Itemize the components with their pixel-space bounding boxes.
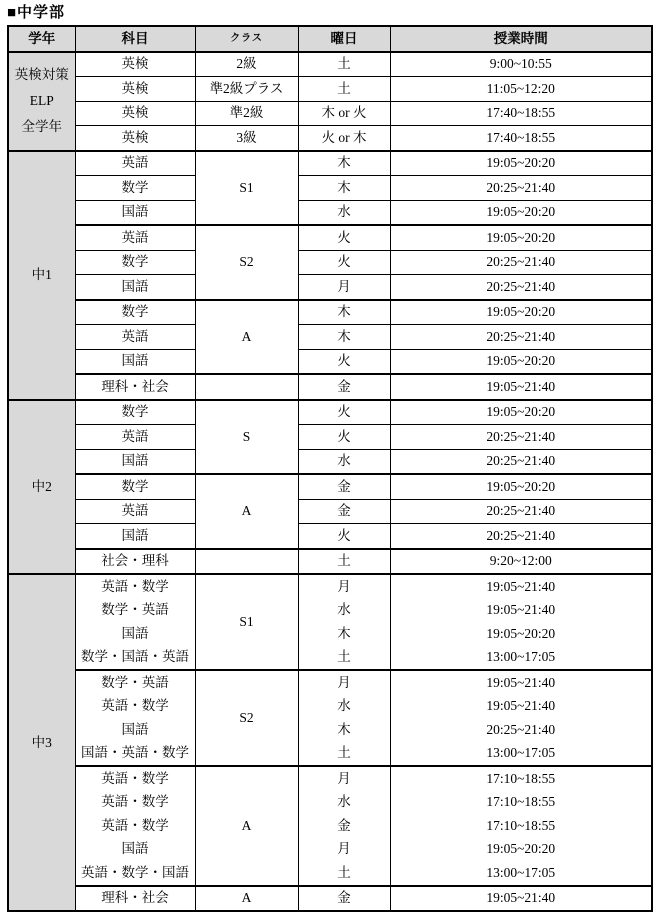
time-cell: 20:25~21:40: [390, 718, 652, 742]
time-cell: 19:05~21:40: [390, 886, 652, 912]
table-row: [8, 349, 652, 374]
grade-cell: [8, 151, 75, 400]
time-cell: 19:05~20:20: [390, 225, 652, 250]
column-header-day: 曜日: [298, 26, 390, 52]
table-row: [8, 425, 652, 450]
day-cell: 火 or 木: [298, 126, 390, 151]
subject-cell: 英語: [75, 325, 195, 350]
day-cell: 月: [298, 670, 390, 695]
time-cell: 20:25~21:40: [390, 325, 652, 350]
class-cell: 準2級: [195, 101, 298, 126]
table-row: [8, 325, 652, 350]
table-row: [8, 176, 652, 201]
table-row: [8, 670, 652, 695]
subject-cell: 英語・数学: [75, 574, 195, 599]
table-row: [8, 695, 652, 719]
timetable-header: [8, 26, 652, 52]
day-cell: 水: [298, 449, 390, 474]
table-row: [8, 814, 652, 838]
class-cell: [195, 549, 298, 575]
day-cell: 火: [298, 250, 390, 275]
table-row: [8, 499, 652, 524]
class-cell: A: [195, 766, 298, 886]
subject-cell: 理科・社会: [75, 886, 195, 912]
column-header-grade: 学年: [8, 26, 75, 52]
subject-cell: 英語・数学・国語: [75, 861, 195, 886]
time-cell: 19:05~21:40: [390, 695, 652, 719]
class-cell: 2級: [195, 52, 298, 77]
table-row: [8, 474, 652, 499]
time-cell: 19:05~21:40: [390, 574, 652, 599]
time-cell: 19:05~20:20: [390, 151, 652, 176]
table-row: [8, 886, 652, 912]
subject-cell: 数学: [75, 474, 195, 499]
subject-cell: 英語・数学: [75, 791, 195, 815]
time-cell: 17:10~18:55: [390, 766, 652, 791]
day-cell: 月: [298, 766, 390, 791]
table-row: [8, 77, 652, 102]
subject-cell: 国語・英語・数学: [75, 742, 195, 767]
day-cell: 金: [298, 499, 390, 524]
table-row: [8, 250, 652, 275]
subject-cell: 数学・国語・英語: [75, 646, 195, 671]
subject-cell: 数学・英語: [75, 599, 195, 623]
time-cell: 20:25~21:40: [390, 499, 652, 524]
header-row: [8, 26, 652, 52]
time-cell: 20:25~21:40: [390, 524, 652, 549]
class-cell: 準2級プラス: [195, 77, 298, 102]
time-cell: 17:40~18:55: [390, 126, 652, 151]
table-row: [8, 300, 652, 325]
junior-high-timetable: [7, 25, 653, 912]
class-cell: A: [195, 886, 298, 912]
grade-cell: [8, 400, 75, 575]
time-cell: 13:00~17:05: [390, 646, 652, 671]
table-row: [8, 549, 652, 575]
day-cell: 火: [298, 225, 390, 250]
time-cell: 19:05~20:20: [390, 349, 652, 374]
time-cell: 13:00~17:05: [390, 861, 652, 886]
time-cell: 19:05~20:20: [390, 400, 652, 425]
subject-cell: 国語: [75, 200, 195, 225]
grade-label-line: ELP: [29, 93, 54, 108]
day-cell: 木: [298, 176, 390, 201]
day-cell: 土: [298, 742, 390, 767]
table-row: [8, 275, 652, 300]
table-row: [8, 622, 652, 646]
time-cell: 11:05~12:20: [390, 77, 652, 102]
table-row: [8, 599, 652, 623]
table-row: [8, 126, 652, 151]
day-cell: 土: [298, 77, 390, 102]
subject-cell: 理科・社会: [75, 374, 195, 400]
subject-cell: 英検: [75, 101, 195, 126]
day-cell: 土: [298, 861, 390, 886]
day-cell: 金: [298, 374, 390, 400]
class-cell: [195, 374, 298, 400]
time-cell: 19:05~21:40: [390, 670, 652, 695]
day-cell: 木: [298, 151, 390, 176]
column-header-class: クラス: [195, 26, 298, 52]
subject-cell: 英検: [75, 52, 195, 77]
subject-cell: 数学・英語: [75, 670, 195, 695]
subject-cell: 英語・数学: [75, 814, 195, 838]
class-cell: S1: [195, 574, 298, 670]
day-cell: 金: [298, 886, 390, 912]
class-cell: A: [195, 474, 298, 549]
day-cell: 月: [298, 838, 390, 862]
day-cell: 火: [298, 349, 390, 374]
day-cell: 火: [298, 425, 390, 450]
subject-cell: 英語: [75, 151, 195, 176]
time-cell: 9:20~12:00: [390, 549, 652, 575]
day-cell: 水: [298, 791, 390, 815]
subject-cell: 国語: [75, 622, 195, 646]
day-cell: 月: [298, 275, 390, 300]
subject-cell: 英語・数学: [75, 695, 195, 719]
time-cell: 19:05~20:20: [390, 200, 652, 225]
subject-cell: 英語: [75, 499, 195, 524]
subject-cell: 英検: [75, 126, 195, 151]
time-cell: 17:10~18:55: [390, 791, 652, 815]
class-cell: S1: [195, 151, 298, 226]
day-cell: 土: [298, 549, 390, 575]
time-cell: 19:05~20:20: [390, 474, 652, 499]
class-cell: S: [195, 400, 298, 475]
day-cell: 金: [298, 474, 390, 499]
time-cell: 17:40~18:55: [390, 101, 652, 126]
subject-cell: 数学: [75, 176, 195, 201]
day-cell: 木: [298, 718, 390, 742]
table-row: [8, 449, 652, 474]
day-cell: 水: [298, 200, 390, 225]
time-cell: 20:25~21:40: [390, 449, 652, 474]
column-header-time: 授業時間: [390, 26, 652, 52]
subject-cell: 国語: [75, 349, 195, 374]
table-row: [8, 200, 652, 225]
table-row: [8, 574, 652, 599]
column-header-subject: 科目: [75, 26, 195, 52]
grade-label-line: 全学年: [21, 119, 62, 134]
subject-cell: 数学: [75, 250, 195, 275]
timetable-body: [8, 52, 652, 912]
subject-cell: 国語: [75, 524, 195, 549]
subject-cell: 国語: [75, 275, 195, 300]
table-row: [8, 791, 652, 815]
grade-label-line: 中2: [31, 478, 52, 494]
table-row: [8, 374, 652, 400]
time-cell: 20:25~21:40: [390, 176, 652, 201]
day-cell: 火: [298, 400, 390, 425]
table-row: [8, 861, 652, 886]
subject-cell: 英検: [75, 77, 195, 102]
time-cell: 19:05~20:20: [390, 300, 652, 325]
time-cell: 17:10~18:55: [390, 814, 652, 838]
table-row: [8, 101, 652, 126]
table-row: [8, 524, 652, 549]
time-cell: 19:05~20:20: [390, 622, 652, 646]
table-row: [8, 742, 652, 767]
day-cell: 木: [298, 325, 390, 350]
day-cell: 木: [298, 622, 390, 646]
subject-cell: 数学: [75, 300, 195, 325]
subject-cell: 英語・数学: [75, 766, 195, 791]
grade-label-line: 中1: [31, 267, 52, 282]
grade-cell: [8, 52, 75, 151]
day-cell: 月: [298, 574, 390, 599]
table-row: [8, 838, 652, 862]
time-cell: 20:25~21:40: [390, 250, 652, 275]
time-cell: 20:25~21:40: [390, 425, 652, 450]
time-cell: 19:05~21:40: [390, 599, 652, 623]
day-cell: 水: [298, 599, 390, 623]
time-cell: 9:00~10:55: [390, 52, 652, 77]
day-cell: 土: [298, 52, 390, 77]
class-cell: 3級: [195, 126, 298, 151]
day-cell: 火: [298, 524, 390, 549]
day-cell: 水: [298, 695, 390, 719]
day-cell: 木: [298, 300, 390, 325]
class-cell: A: [195, 300, 298, 375]
subject-cell: 社会・理科: [75, 549, 195, 575]
table-row: [8, 225, 652, 250]
table-row: [8, 400, 652, 425]
subject-cell: 英語: [75, 225, 195, 250]
page-title: ■中学部: [7, 4, 66, 21]
subject-cell: 国語: [75, 718, 195, 742]
time-cell: 19:05~20:20: [390, 838, 652, 862]
time-cell: 20:25~21:40: [390, 275, 652, 300]
subject-cell: 国語: [75, 838, 195, 862]
class-cell: S2: [195, 670, 298, 766]
day-cell: 木 or 火: [298, 101, 390, 126]
table-row: [8, 151, 652, 176]
class-cell: S2: [195, 225, 298, 300]
subject-cell: 数学: [75, 400, 195, 425]
grade-cell: [8, 574, 75, 911]
time-cell: 13:00~17:05: [390, 742, 652, 767]
subject-cell: 英語: [75, 425, 195, 450]
table-row: [8, 766, 652, 791]
grade-label-line: 英検対策: [14, 67, 69, 82]
table-row: [8, 646, 652, 671]
day-cell: 金: [298, 814, 390, 838]
subject-cell: 国語: [75, 449, 195, 474]
grade-label-line: 中3: [31, 734, 52, 750]
table-row: [8, 52, 652, 77]
table-row: [8, 718, 652, 742]
day-cell: 土: [298, 646, 390, 671]
time-cell: 19:05~21:40: [390, 374, 652, 400]
